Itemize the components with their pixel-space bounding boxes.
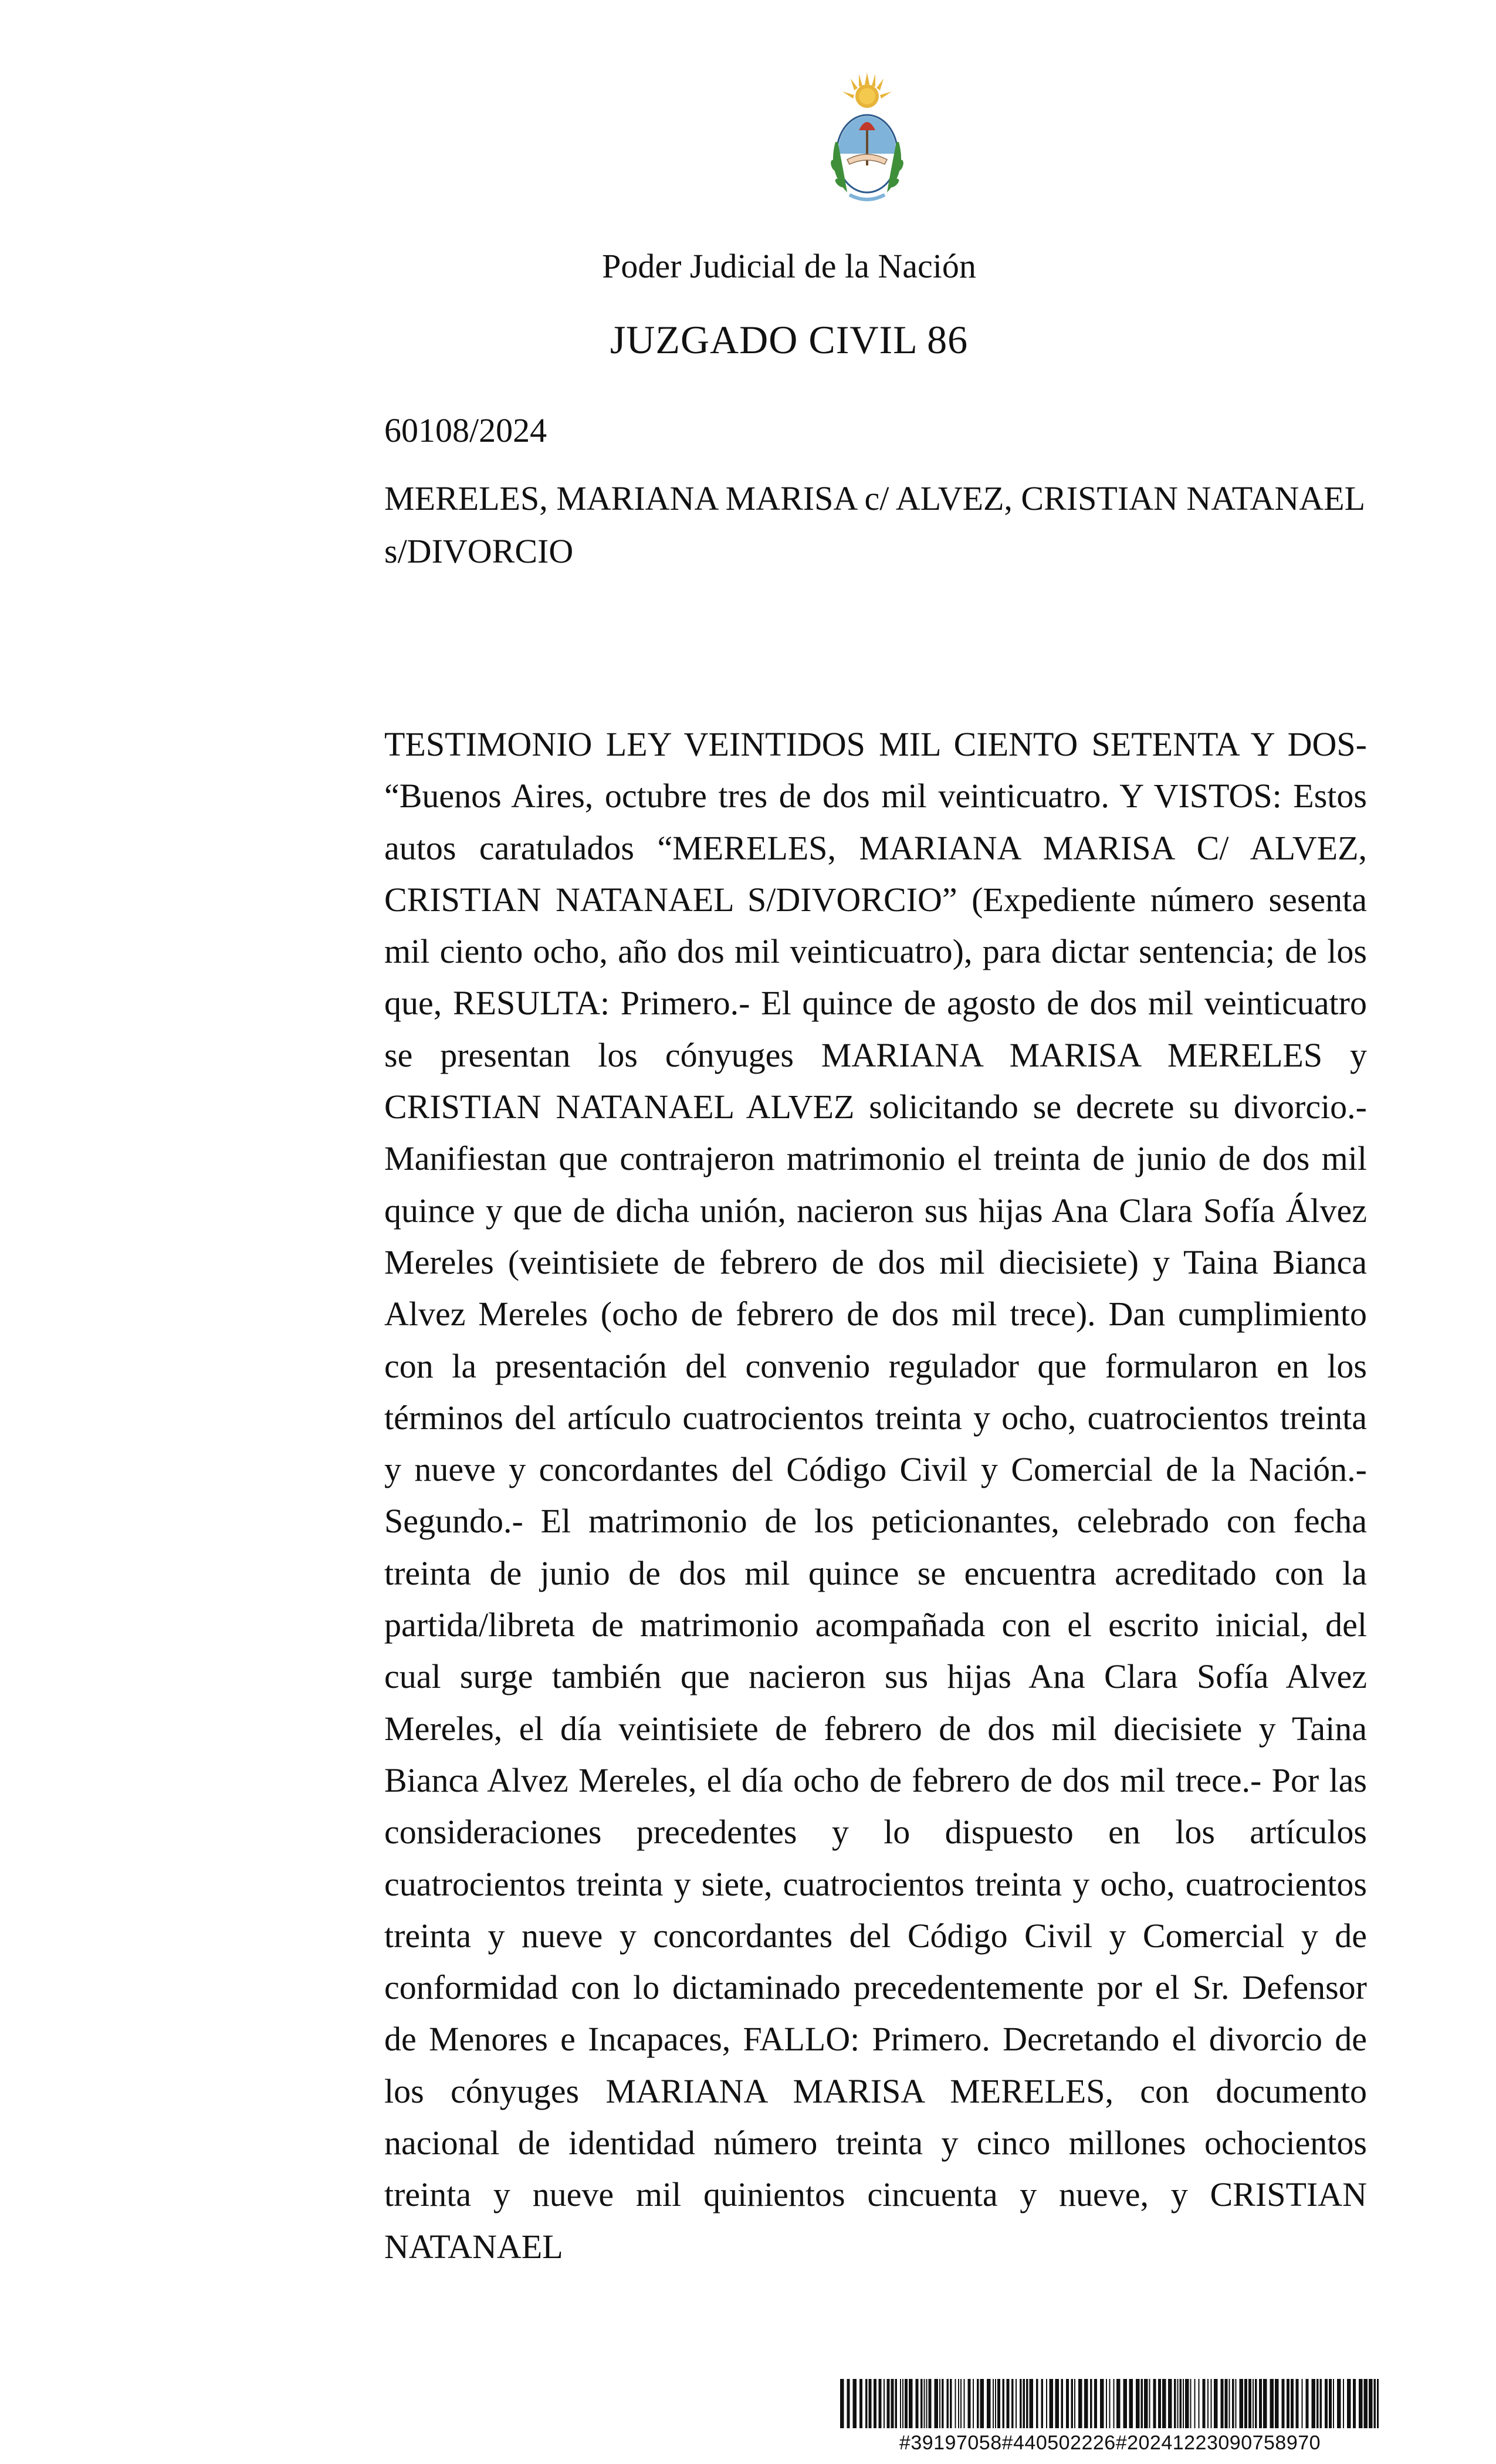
barcode-bar [1325, 2379, 1328, 2428]
barcode-bar [1158, 2379, 1161, 2428]
barcode-bar [1185, 2379, 1189, 2428]
barcode-bar [1106, 2379, 1107, 2428]
barcode-bar [958, 2379, 959, 2428]
barcode-bar [1240, 2379, 1244, 2428]
barcode-bar [1337, 2379, 1341, 2428]
barcode-bar [1003, 2379, 1005, 2428]
court-name: JUZGADO CIVIL 86 [610, 317, 969, 362]
barcode-bar [1302, 2379, 1303, 2428]
barcode-bar [1036, 2379, 1038, 2428]
barcode-bar [874, 2379, 876, 2428]
barcode-bar [1129, 2379, 1133, 2428]
barcode-bar [993, 2379, 994, 2428]
barcode-number: #39197058#440502226#20241223090758970 [899, 2432, 1321, 2454]
case-title: MERELES, MARIANA MARISA c/ ALVEZ, CRISTIAN NATANAEL s/DIVORCIO [384, 479, 1364, 570]
barcode-bar [1113, 2379, 1115, 2428]
barcode-bar [1194, 2379, 1196, 2428]
barcode-bar [1078, 2379, 1082, 2428]
barcode-bar [1225, 2379, 1228, 2428]
barcode-bar [929, 2379, 932, 2428]
barcode-bar [1329, 2379, 1332, 2428]
barcode-bar [1050, 2379, 1054, 2428]
barcode-bar [1183, 2379, 1184, 2428]
barcode-bar [980, 2379, 984, 2428]
barcode-bar [1041, 2379, 1044, 2428]
barcode-bar [1207, 2379, 1209, 2428]
barcode-bar [905, 2379, 908, 2428]
barcode-bar [1061, 2379, 1064, 2428]
institution-name: Poder Judicial de la Nación [602, 247, 976, 285]
barcode-bar [909, 2379, 913, 2428]
barcode-bar [1320, 2379, 1322, 2428]
barcode-bar [1275, 2379, 1279, 2428]
barcode-bar [884, 2379, 885, 2428]
barcode-bar [1316, 2379, 1319, 2428]
barcode-bar [960, 2379, 962, 2428]
barcode-bar [1055, 2379, 1060, 2428]
coat-of-arms-seal [820, 72, 914, 212]
barcode-bar [1023, 2379, 1025, 2428]
barcode-bar [1162, 2379, 1166, 2428]
barcode-bar [891, 2379, 894, 2428]
barcode-bar [869, 2379, 872, 2428]
barcode-bar [1149, 2379, 1150, 2428]
barcode-bar [1174, 2379, 1176, 2428]
barcode-bar [902, 2379, 903, 2428]
barcode-bar [1296, 2379, 1299, 2428]
barcode-bar [987, 2379, 991, 2428]
barcode-bar [1236, 2379, 1237, 2428]
barcode-bar [847, 2379, 850, 2428]
barcode-bar [859, 2379, 862, 2428]
document-barcode [840, 2379, 1380, 2461]
barcode-bar [1016, 2379, 1017, 2428]
barcode-bar [997, 2379, 1000, 2428]
barcode-bar [973, 2379, 974, 2428]
barcode-bar [1071, 2379, 1074, 2428]
barcode-bar [1221, 2379, 1224, 2428]
barcode-bar [1100, 2379, 1104, 2428]
barcode-bar [1066, 2379, 1069, 2428]
case-number: 60108/2024 [384, 411, 547, 449]
barcode-bar [1046, 2379, 1047, 2428]
barcode-bar [1347, 2379, 1351, 2428]
barcode-bar [1190, 2379, 1192, 2428]
barcode-bar [1229, 2379, 1230, 2428]
barcode-bar [1359, 2379, 1363, 2428]
barcode-bar [865, 2379, 868, 2428]
barcode-bar [1343, 2379, 1344, 2428]
barcode-bar [1364, 2379, 1368, 2428]
barcode-bar [916, 2379, 919, 2428]
barcode-bar [1177, 2379, 1179, 2428]
barcode-bar [887, 2379, 890, 2428]
barcode-bar [1374, 2379, 1376, 2428]
barcode-bar [1109, 2379, 1111, 2428]
barcode-bar [942, 2379, 944, 2428]
barcode-bar [924, 2379, 925, 2428]
barcode-bar [1214, 2379, 1218, 2428]
barcode-bar [1203, 2379, 1206, 2428]
barcode-bar [955, 2379, 956, 2428]
barcode-bar [1020, 2379, 1022, 2428]
barcode-bar [1353, 2379, 1356, 2428]
barcode-bar [1255, 2379, 1257, 2428]
barcode-bar [1116, 2379, 1121, 2428]
barcode-bar [1153, 2379, 1156, 2428]
barcode-bar [1094, 2379, 1097, 2428]
barcode-bar [1211, 2379, 1212, 2428]
barcode-bar [1026, 2379, 1028, 2428]
barcode-bar [1248, 2379, 1251, 2428]
barcode-bar [853, 2379, 857, 2428]
barcode-bar [1180, 2379, 1182, 2428]
barcode-bar [1084, 2379, 1088, 2428]
barcode-bar [1011, 2379, 1014, 2428]
barcode-bar [1232, 2379, 1234, 2428]
barcode-bar [995, 2379, 996, 2428]
barcode-bar [1074, 2379, 1075, 2428]
barcode-bar [939, 2379, 940, 2428]
barcode-bar [840, 2379, 844, 2428]
barcode-bar [1312, 2379, 1316, 2428]
barcode-bar [1306, 2379, 1309, 2428]
barcode-bar [900, 2379, 901, 2428]
barcode-bar [1007, 2379, 1010, 2428]
barcode-bar [1259, 2379, 1262, 2428]
barcode-bar [950, 2379, 952, 2428]
barcode-bar [1253, 2379, 1254, 2428]
barcode-bar [1282, 2379, 1285, 2428]
barcode-bar [1123, 2379, 1128, 2428]
judgment-body-text: TESTIMONIO LEY VEINTIDOS MIL CIENTO SETENTA Y DOS- “Buenos Aires, octubre tres de dos mil veinticuatro. Y VISTOS: Estos autos caratulados “MERELES, MARIANA MARISA C/ ALVEZ, CRISTIAN NATANAEL S/DIVORCIO” (Expediente número sesenta mil ciento ocho, año dos mil veinticuatro), para dictar sentencia; de los que, RESULTA: Primero.- El quince de agosto de dos mil veinticuatro se presentan los cónyuges MARIANA MARISA MERELES y CRISTIAN NATANAEL ALVEZ solicitando se decrete su divorcio.- Manifiestan que contrajeron matrimonio el treinta de junio de dos mil quince y que de dicha unión, nacieron sus hijas Ana Clara Sofía Álvez Mereles (veintisiete de febrero de dos mil diecisiete) y Taina Bianca Alvez Mereles (ocho de febrero de dos mil trece). Dan cumplimiento con la presentación del convenio regulador que formularon en los términos del artículo cuatrocientos treinta y ocho, cuatrocientos treinta y nueve y concordantes del Código Civil y Comercial de la Nación.- Segundo.- El matrimonio de los peticionantes, celebrado con fecha treinta de junio de dos mil quince se encuentra acreditado con la partida/libreta de matrimonio acompañada con el escrito inicial, del cual surge también que nacieron sus hijas Ana Clara Sofía Alvez Mereles, el día veintisiete de febrero de dos mil diecisiete y Taina Bianca Alvez Mereles, el día ocho de febrero de dos mil trece.- Por las consideraciones precedentes y lo dispuesto en los artículos cuatrocientos treinta y siete, cuatrocientos treinta y ocho, cuatrocientos treinta y nueve y concordantes del Código Civil y Comercial y de conformidad con lo dictaminado precedentemente por el Sr. Defensor de Menores e Incapaces, FALLO: Primero. Decretando el divorcio de los cónyuges MARIANA MARISA MERELES, con documento nacional de identidad número treinta y cinco millones ochocientos treinta y nueve mil quinientos cincuenta y nueve, y CRISTIAN NATANAEL [384, 725, 1367, 2266]
barcode-bar [1199, 2379, 1200, 2428]
barcode-bar [1263, 2379, 1267, 2428]
barcode-bar [1144, 2379, 1148, 2428]
barcode-bar [1369, 2379, 1373, 2428]
barcode-bar [1030, 2379, 1034, 2428]
barcode-bar [1136, 2379, 1140, 2428]
barcode-bar [1291, 2379, 1294, 2428]
barcode-bar [895, 2379, 898, 2428]
barcode-bar [968, 2379, 971, 2428]
barcode-bar [935, 2379, 939, 2428]
barcode-bar [926, 2379, 928, 2428]
barcode-bar [1270, 2379, 1274, 2428]
barcode-bar [920, 2379, 923, 2428]
barcode-bar [947, 2379, 949, 2428]
barcode-bar [1168, 2379, 1172, 2428]
barcode-bar [1090, 2379, 1092, 2428]
barcode-bar [1244, 2379, 1247, 2428]
barcode-bar [1333, 2379, 1334, 2428]
barcode-bar [964, 2379, 965, 2428]
barcode-bar [879, 2379, 882, 2428]
barcode-bar [1141, 2379, 1143, 2428]
barcode-graphic [840, 2379, 1380, 2428]
barcode-bar [1377, 2379, 1379, 2428]
barcode-bar [1287, 2379, 1289, 2428]
barcode-bar [977, 2379, 979, 2428]
